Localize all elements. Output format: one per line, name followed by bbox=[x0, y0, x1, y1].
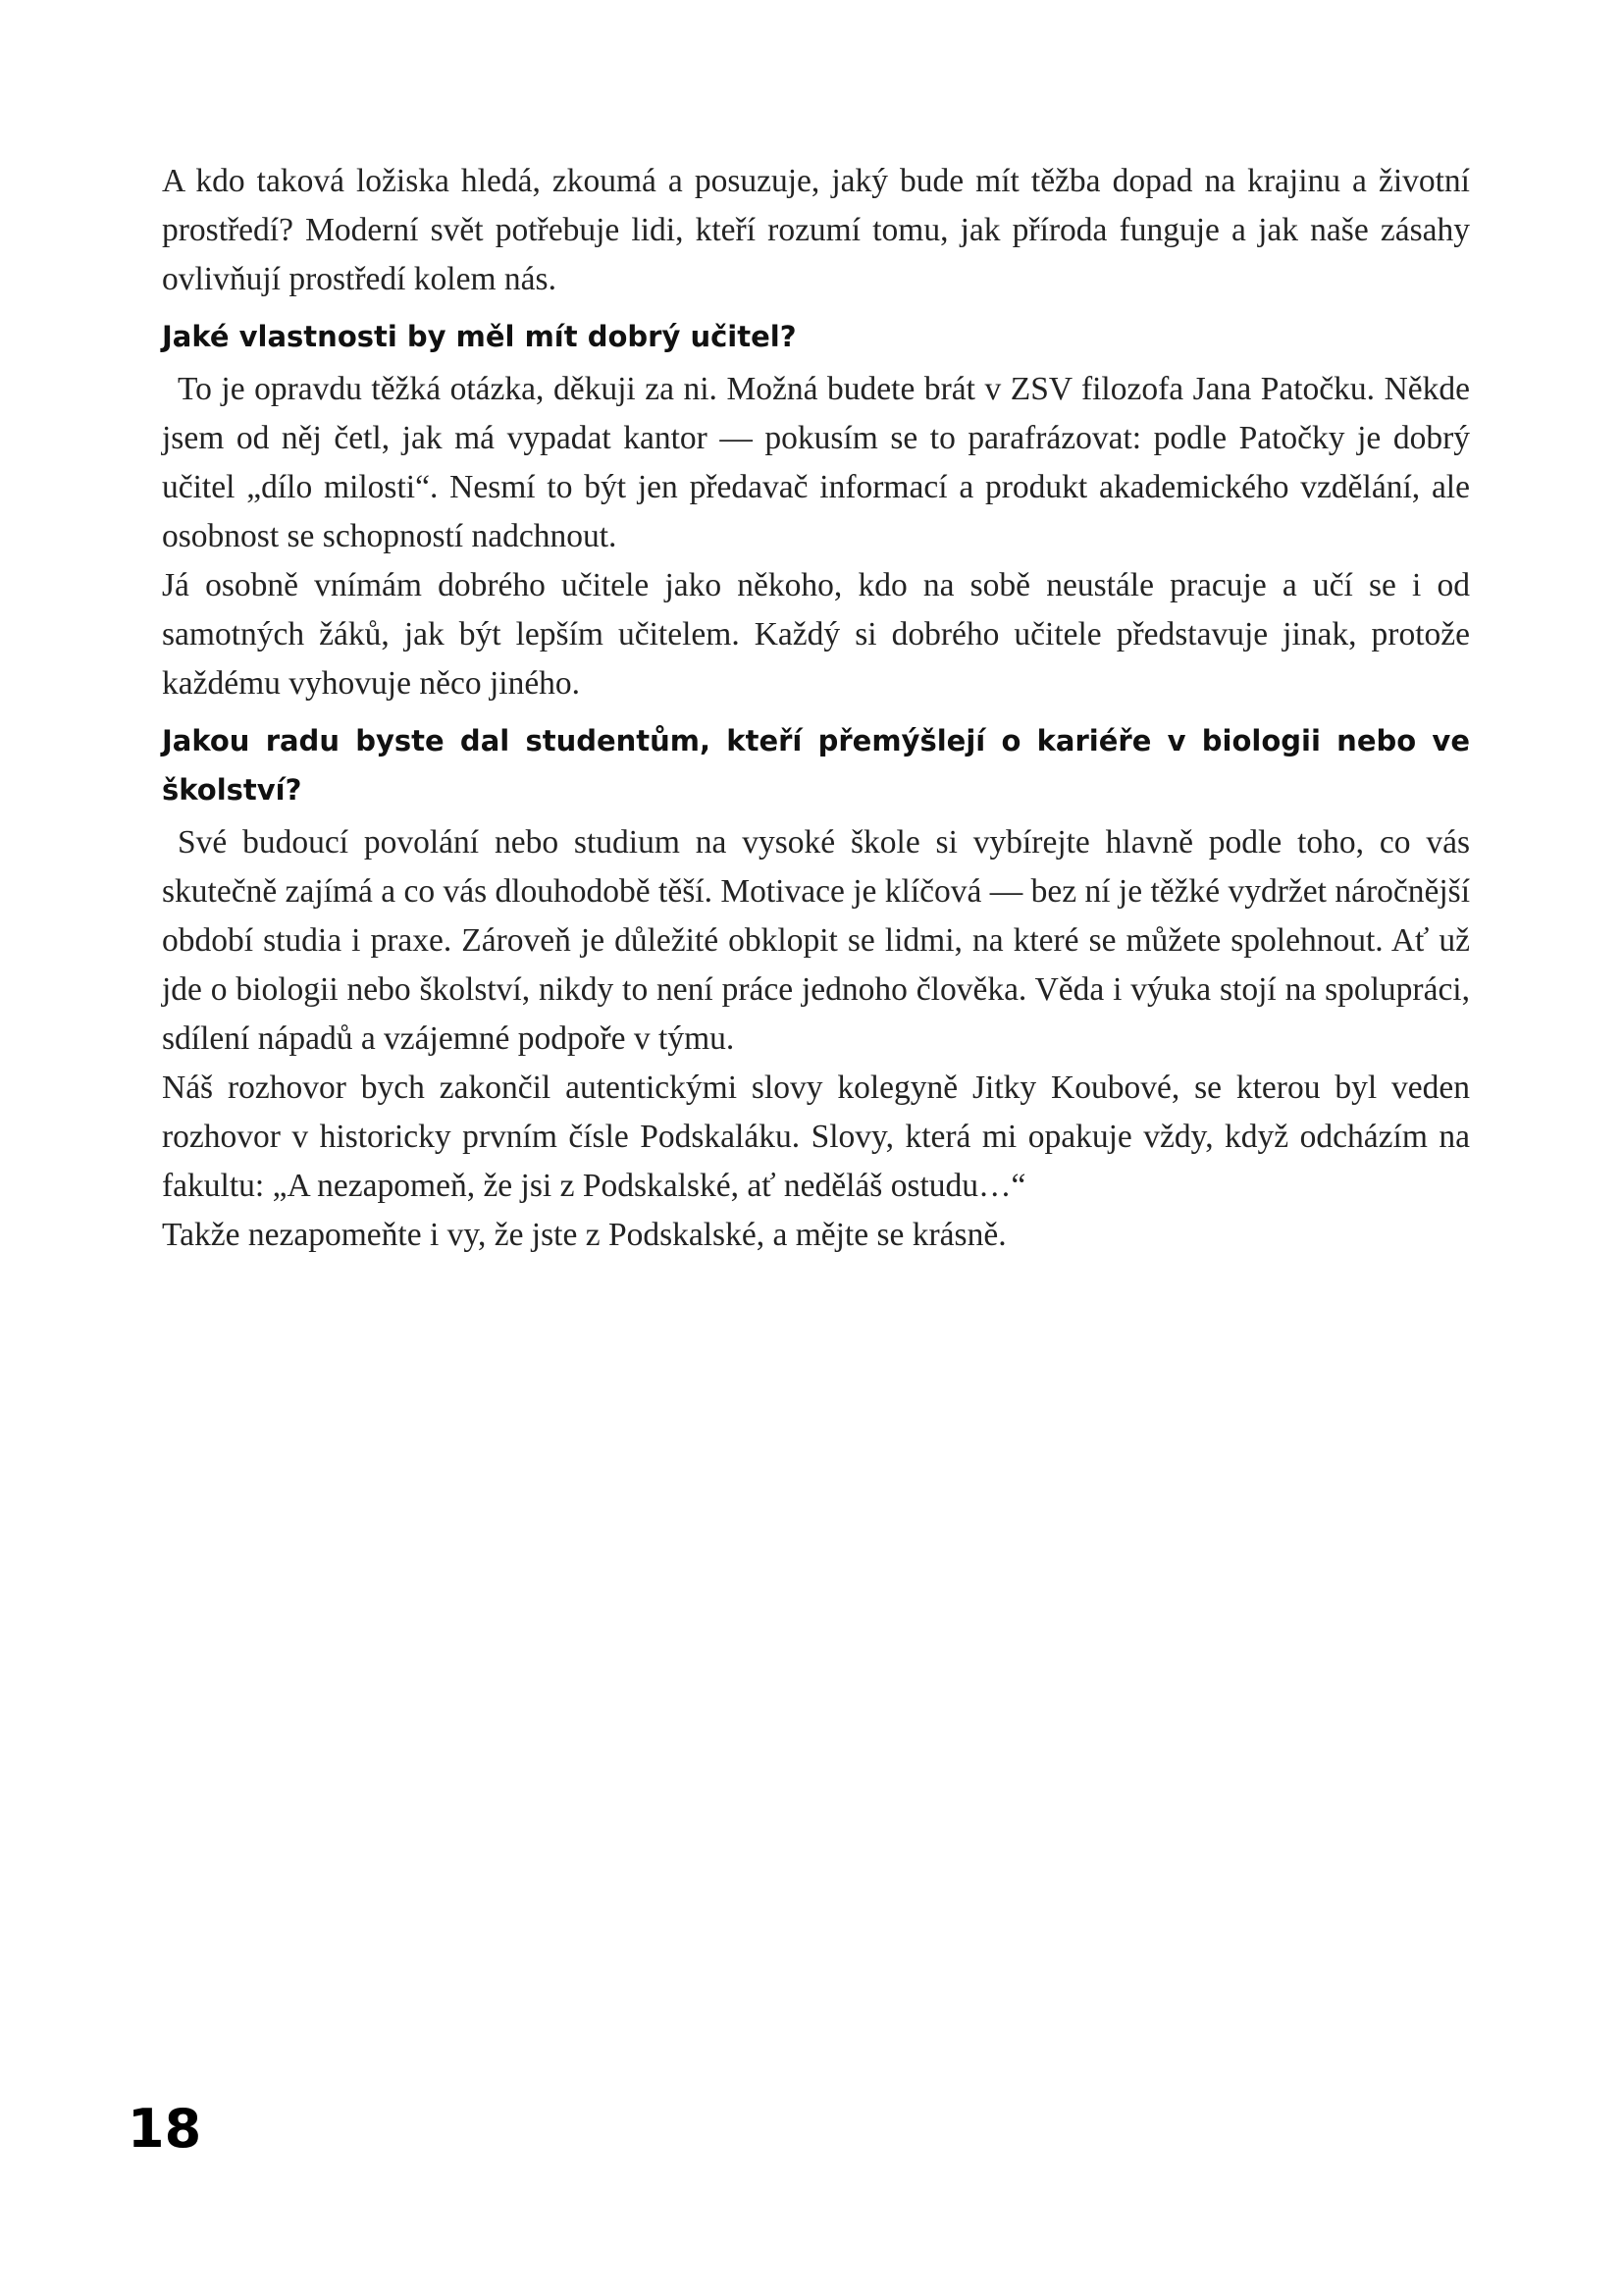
answer-career-advice-paragraph-1: Své budoucí povolání nebo studium na vysoké škole si vybírejte hlavně podle toho, co vás skutečně zajímá a co vás dlouhodobě těší. Motivace je klíčová — bez ní je těžké vydržet náročnější období studia i praxe. Zároveň je důležité obklopit se lidmi, na které se můžete spolehnout. Ať už jde o biologii nebo školství, nikdy to není práce jednoho člověka. Věda i výuka stojí na spolupráci, sdílení nápadů a vzájemné podpoře v týmu. bbox=[162, 824, 1470, 1057]
question-good-teacher: Jaké vlastnosti by měl mít dobrý učitel? bbox=[162, 320, 797, 353]
answer-good-teacher-paragraph-2: Já osobně vnímám dobrého učitele jako někoho, kdo na sobě neustále pracuje a učí se i od samotných žáků, jak být lepším učitelem. Každý si dobrého učitele představuje jinak, protože každému vyhovuje něco jiného. bbox=[162, 567, 1470, 702]
closing-paragraph: Takže nezapomeňte i vy, že jste z Podskalské, a mějte se krásně. bbox=[162, 1217, 1007, 1253]
answer-career-advice-paragraph-2: Náš rozhovor bych zakončil autentickými slovy kolegyně Jitky Koubové, se kterou byl veden rozhovor v historicky prvním čísle Podskaláku. Slovy, která mi opakuje vždy, když odcházím na fakultu: „A nezapomeň, že jsi z Podskalské, ať neděláš ostudu…“ bbox=[162, 1070, 1470, 1204]
page-number: 18 bbox=[128, 2098, 202, 2160]
answer-good-teacher-paragraph-1: To je opravdu těžká otázka, děkuji za ni. Možná budete brát v ZSV filozofa Jana Patočku. Někde jsem od něj četl, jak má vypadat kantor — pokusím se to parafrázovat: podle Patočky je dobrý učitel „dílo milosti“. Nesmí to být jen předavač informací a produkt akademického vzdělání, ale osobnost se schopností nadchnout. bbox=[162, 371, 1470, 554]
intro-paragraph: A kdo taková ložiska hledá, zkoumá a posuzuje, jaký bude mít těžba dopad na krajinu a životní prostředí? Moderní svět potřebuje lidi, kteří rozumí tomu, jak příroda funguje a jak naše zásahy ovlivňují prostředí kolem nás. bbox=[162, 163, 1470, 297]
article-body bbox=[162, 157, 1470, 1260]
question-career-advice: Jakou radu byste dal studentům, kteří přemýšlejí o kariéře v biologii nebo ve školství? bbox=[162, 724, 1470, 807]
